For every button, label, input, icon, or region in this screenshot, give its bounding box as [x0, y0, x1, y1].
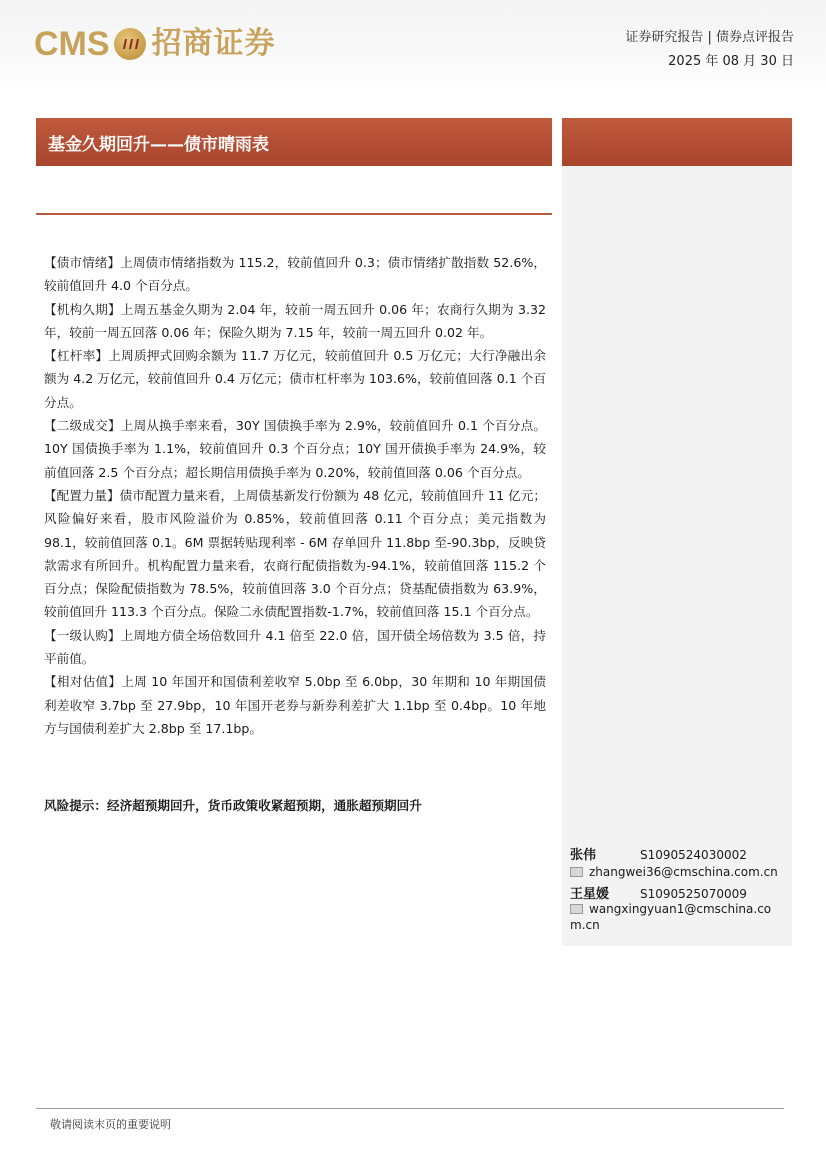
- analyst-1-email[interactable]: [570, 864, 786, 880]
- analyst-email[interactable]: zhangwei36@cmschina.com.cn: [589, 865, 778, 879]
- paragraph-primary-subscription: 【一级认购】上周地方债全场倍数回升 4.1 倍至 22.0 倍，国开债全场倍数为 3.5 倍，持平前值。: [44, 627, 546, 667]
- paragraph-secondary-trading: 【二级成交】上周从换手率来看，30Y 国债换手率为 2.9%，较前值回升 0.1 个百分点。10Y 国债换手率为 1.1%，较前值回升 0.3 个百分点；10Y 国开债换手率为 24.9%，较前值回落 2.5 个百分点；超长期信用债换手率为 0.20%，较前值回落 0.06 个百分点。: [44, 418, 546, 480]
- company-logo: [34, 22, 276, 66]
- report-title: 基金久期回升——债市晴雨表: [48, 135, 269, 155]
- logo-chinese: 招商证券: [151, 26, 276, 61]
- summary-body: [44, 251, 546, 740]
- paragraph-institution-duration: 【机构久期】上周五基金久期为 2.04 年，较前一周五回升 0.06 年；农商行久期为 3.32 年，较前一周五回落 0.06 年；保险久期为 7.15 年，较前一周五回升 0.02 年。: [44, 301, 546, 340]
- report-type: 证券研究报告 | 债券点评报告: [625, 30, 794, 45]
- analyst-registration: S1090524030002: [640, 848, 747, 862]
- paragraph-allocation-power: 【配置力量】债市配置力量来看，上周债基新发行份额为 48 亿元，较前值回升 11 亿元；风险偏好来看，股市风险溢价为 0.85%，较前值回落 0.11 个百分点；美元指数为 98.1，较前值回落 0.1。6M 票据转贴现利率 - 6M 存单回升 11.8bp 至-90.3bp，反映贷款需求有所回升。机构配置力量来看，农商行配债指数为-94.1%，较前值回落 115.2 个百分点；保险配债指数为 78.5%，较前值回落 3.0 个百分点；贷基配债指数为 63.9%，较前值回升 113.3 个百分点。保险二永债配置指数-1.7%，较前值回落 15.1 个百分点。: [44, 487, 546, 620]
- paragraph-leverage: 【杠杆率】上周质押式回购余额为 11.7 万亿元，较前值回升 0.5 万亿元；大行净融出余额为 4.2 万亿元，较前值回升 0.4 万亿元；债市杠杆率为 103.6%，较前值回落 0.1 个百分点。: [44, 348, 546, 410]
- footer-divider: [36, 1108, 784, 1109]
- analyst-name: 张伟: [570, 848, 597, 863]
- side-panel: [562, 166, 792, 946]
- title-bar: [36, 118, 552, 166]
- mail-icon: [570, 904, 583, 914]
- analyst-registration: S1090525070009: [640, 887, 747, 901]
- side-header-bar: [562, 118, 792, 166]
- analyst-email[interactable]: wangxingyuan1@cmschina.com.cn: [570, 902, 772, 932]
- mail-icon: [570, 867, 583, 877]
- cms-emblem-icon: [114, 28, 146, 60]
- analyst-2-email[interactable]: [570, 901, 786, 933]
- analyst-2: [570, 883, 747, 902]
- title-divider: [36, 213, 552, 215]
- analyst-1: [570, 844, 747, 863]
- paragraph-bond-sentiment: 【债市情绪】上周债市情绪指数为 115.2，较前值回升 0.3；债市情绪扩散指数 52.6%，较前值回升 4.0 个百分点。: [44, 255, 546, 294]
- report-date: 2025 年 08 月 30 日: [668, 54, 794, 69]
- logo-latin: CMS: [34, 25, 110, 63]
- risk-note: 风险提示：经济超预期回升，货币政策收紧超预期，通胀超预期回升: [44, 798, 422, 813]
- footer-disclaimer: 敬请阅读末页的重要说明: [50, 1118, 171, 1131]
- paragraph-relative-valuation: 【相对估值】上周 10 年国开和国债利差收窄 5.0bp 至 6.0bp，30 年期和 10 年期国债利差收窄 3.7bp 至 27.9bp，10 年国开老券与新券利差扩大 1.1bp 至 0.4bp。10 年地方与国债利差扩大 2.8bp 至 17.1bp。: [44, 674, 546, 736]
- analyst-name: 王星媛: [570, 887, 610, 902]
